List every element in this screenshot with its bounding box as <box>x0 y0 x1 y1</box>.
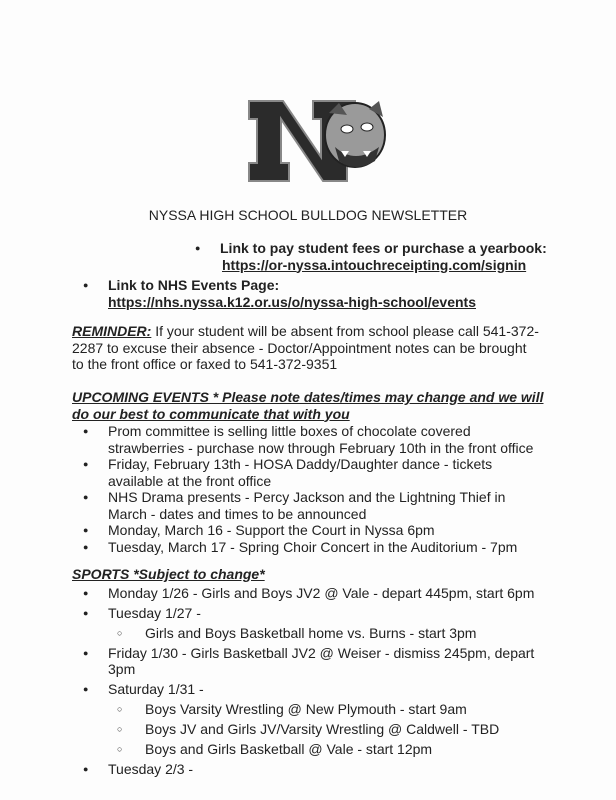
sports-item: ● Saturday 1/31 - <box>72 681 562 698</box>
fees-link-item <box>184 240 547 273</box>
sports-item: ● Tuesday 2/3 - <box>72 761 562 778</box>
events-link-item <box>72 277 476 310</box>
sports-heading: SPORTS *Subject to change* <box>72 566 265 582</box>
upcoming-heading: UPCOMING EVENTS * Please note dates/times may change and we will do our best to communicate that with you <box>72 389 544 422</box>
sports-subitem: ○ Boys and Girls Basketball @ Vale - start 12pm <box>72 741 562 758</box>
event-item: ● Tuesday, March 17 - Spring Choir Concert in the Auditorium - 7pm <box>72 539 537 556</box>
event-item: ● Friday, February 13th - HOSA Daddy/Daughter dance - tickets available at the front office <box>72 456 537 489</box>
newsletter-title: NYSSA HIGH SCHOOL BULLDOG NEWSLETTER <box>148 207 468 223</box>
event-item: ● NHS Drama presents - Percy Jackson and the Lightning Thief in March - dates and times to be announced <box>72 489 537 522</box>
sports-item: ● Tuesday 1/27 - <box>72 605 562 622</box>
sports-subitem: ○ Boys JV and Girls JV/Varsity Wrestling @ Caldwell - TBD <box>72 721 562 738</box>
event-item: ● Prom committee is selling little boxes of chocolate covered strawberries - purchase now through February 10th in the front office <box>72 423 537 456</box>
reminder-text: If your student will be absent from school please call 541-372-2287 to excuse their absence - Doctor/Appointment notes can be brought to the front office or faxed to 541-372-9351 <box>72 323 539 372</box>
bulldog-logo <box>243 95 393 187</box>
sports-subitem: ○ Boys Varsity Wrestling @ New Plymouth - start 9am <box>72 701 562 718</box>
events-link-label: Link to NHS Events Page: <box>108 277 280 293</box>
fees-link-url[interactable]: https://or-nyssa.intouchreceipting.com/signin <box>222 256 527 273</box>
fees-link-label: Link to pay student fees or purchase a yearbook: <box>220 240 547 256</box>
reminder-heading: REMINDER: <box>72 323 152 339</box>
events-link-url[interactable]: https://nhs.nyssa.k12.or.us/o/nyssa-high-school/events <box>108 293 476 310</box>
sports-item: ● Friday 1/30 - Girls Basketball JV2 @ Weiser - dismiss 245pm, depart 3pm <box>72 645 562 678</box>
sports-item: ● Monday 1/26 - Girls and Boys JV2 @ Vale - depart 445pm, start 6pm <box>72 585 562 602</box>
event-item: ● Monday, March 16 - Support the Court in Nyssa 6pm <box>72 522 537 539</box>
sports-section <box>72 566 562 781</box>
upcoming-events-section <box>72 389 562 555</box>
reminder-paragraph <box>72 323 542 373</box>
sports-subitem: ○ Girls and Boys Basketball home vs. Burns - start 3pm <box>72 625 562 642</box>
